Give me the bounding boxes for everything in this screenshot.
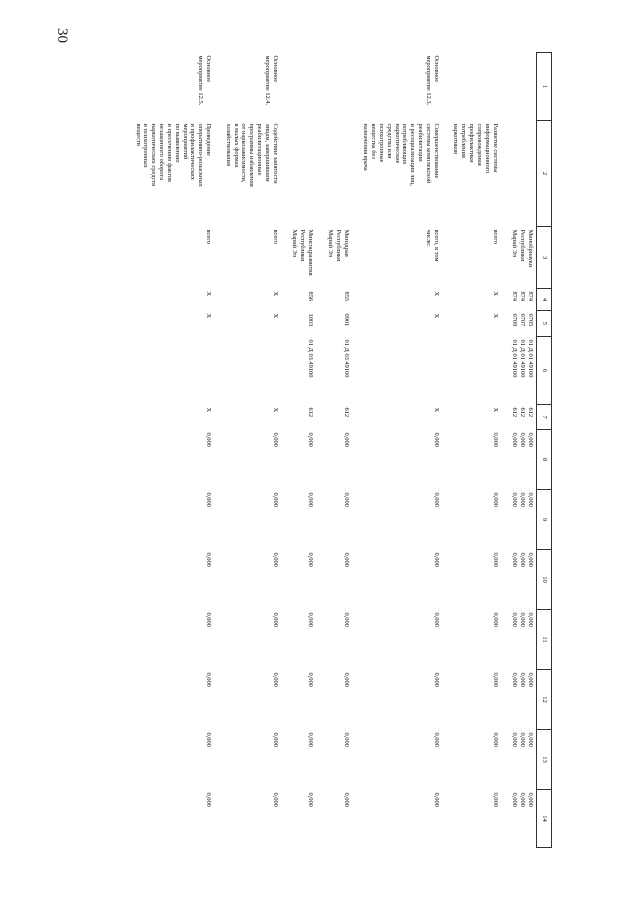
value-cell-year-12-line: 0,000 [432, 672, 440, 687]
grbs-cell-line: 874 [519, 291, 527, 302]
rzpr-cell [509, 311, 537, 337]
value-cell-year-10-line: 0,000 [519, 552, 527, 567]
executor-cell-line: числе: [424, 229, 432, 247]
value-cell-year-14-line: 0,000 [519, 792, 527, 807]
grbs-cell [509, 289, 537, 311]
value-cell-year-11-line: 0,000 [526, 612, 534, 627]
value-cell-year-8 [289, 430, 324, 490]
rzpr-cell-line: 0705 [526, 313, 534, 327]
csr-cell [450, 337, 509, 405]
event-name-cell-line: от наркозависимости, [240, 123, 248, 183]
event-name-cell-line: Совершенствование [432, 123, 440, 179]
value-cell-year-12-line: 0,000 [204, 672, 212, 687]
executor-cell [222, 227, 289, 289]
executor-cell-line: всего, в том [432, 229, 440, 262]
value-cell-year-14-line: 0,000 [307, 792, 315, 807]
value-cell-year-13 [450, 730, 509, 790]
table-row [360, 53, 450, 848]
csr-cell-line: 01 Д 01 49100 [519, 339, 527, 378]
value-cell-year-11-line: 0,000 [432, 612, 440, 627]
grbs-cell [450, 289, 509, 311]
column-header-8: 8 [536, 430, 551, 490]
value-cell-year-8 [360, 430, 450, 490]
csr-cell-line: 01 Д 03 49100 [307, 339, 315, 378]
vr-cell-line: 612 [519, 407, 527, 418]
vr-cell [450, 405, 509, 430]
rzpr-cell [324, 311, 359, 337]
value-cell-year-13-line: 0,000 [526, 732, 534, 747]
event-name-cell-line: хозяйствования [224, 123, 232, 166]
header-row [536, 53, 551, 848]
column-header-7: 7 [536, 405, 551, 430]
executor-cell [509, 227, 537, 289]
rzpr-cell-line: 0901 [342, 313, 350, 327]
event-name-cell-line: незаконного оборота [158, 123, 166, 181]
value-cell-year-12-line: 0,000 [342, 672, 350, 687]
value-cell-year-11-line: 0,000 [307, 612, 315, 627]
value-cell-year-11-line: 0,000 [511, 612, 519, 627]
vr-cell [509, 405, 537, 430]
event-number-cell-line: мероприятие 12.5. [197, 55, 205, 106]
rzpr-cell-line: X [271, 313, 279, 319]
vr-cell-line: X [271, 407, 279, 413]
event-name-cell-line: потребляющих [401, 123, 409, 165]
vr-cell [289, 405, 324, 430]
value-cell-year-9-line: 0,000 [342, 492, 350, 507]
value-cell-year-11 [132, 610, 222, 670]
value-cell-year-9-line: 0,000 [519, 492, 527, 507]
event-name-cell-line: системы комплексной [424, 123, 432, 184]
rzpr-cell-line: 1003 [307, 313, 315, 327]
value-cell-year-10-line: 0,000 [271, 552, 279, 567]
column-header-10: 10 [536, 550, 551, 610]
grbs-cell-line: X [432, 291, 440, 297]
table-row [324, 53, 359, 848]
event-name-cell [132, 121, 222, 227]
value-cell-year-13-line: 0,000 [342, 732, 350, 747]
event-name-cell [450, 121, 509, 227]
event-name-cell-line: оперативно-розыскных [197, 123, 205, 187]
value-cell-year-11 [289, 610, 324, 670]
vr-cell-line: X [491, 407, 499, 413]
value-cell-year-10-line: 0,000 [204, 552, 212, 567]
table-row [132, 53, 222, 848]
event-name-cell-line: по выявлению [173, 123, 181, 163]
value-cell-year-8-line: 0,000 [491, 432, 499, 447]
event-name-cell-line: наркотических средств [150, 123, 158, 187]
value-cell-year-9 [289, 490, 324, 550]
value-cell-year-12 [289, 670, 324, 730]
executor-cell [450, 227, 509, 289]
event-name-cell-line: мероприятий [181, 123, 189, 160]
value-cell-year-9-line: 0,000 [526, 492, 534, 507]
csr-cell-line: 01 Д 01 49100 [511, 339, 519, 378]
rzpr-cell-line: X [204, 313, 212, 319]
value-cell-year-9 [509, 490, 537, 550]
event-number-cell [509, 53, 537, 121]
value-cell-year-13 [509, 730, 537, 790]
grbs-cell [360, 289, 450, 311]
rzpr-cell-line: X [491, 313, 499, 319]
event-number-cell [360, 53, 450, 121]
value-cell-year-8-line: 0,000 [511, 432, 519, 447]
value-cell-year-13-line: 0,000 [204, 732, 212, 747]
value-cell-year-14 [324, 790, 359, 848]
event-name-cell-line: Содействие занятости [271, 123, 279, 184]
vr-cell [360, 405, 450, 430]
event-name-cell-line: вещества без [370, 123, 378, 159]
value-cell-year-14-line: 0,000 [511, 792, 519, 807]
value-cell-year-12 [222, 670, 289, 730]
value-cell-year-8 [509, 430, 537, 490]
value-cell-year-12 [132, 670, 222, 730]
column-header-14: 14 [536, 790, 551, 848]
table-row [450, 53, 509, 848]
rzpr-cell [289, 311, 324, 337]
event-number-cell-line: мероприятие 12.3. [424, 55, 432, 106]
value-cell-year-9 [324, 490, 359, 550]
vr-cell [324, 405, 359, 430]
value-cell-year-14 [132, 790, 222, 848]
csr-cell-line: 01 Д 01 49100 [526, 339, 534, 378]
grbs-cell-line: 874 [526, 291, 534, 302]
csr-cell [222, 337, 289, 405]
event-name-cell-line: и психотропных [142, 123, 150, 168]
event-name-cell-line: веществ [134, 123, 142, 146]
grbs-cell [289, 289, 324, 311]
value-cell-year-14 [289, 790, 324, 848]
value-cell-year-8-line: 0,000 [307, 432, 315, 447]
value-cell-year-10 [222, 550, 289, 610]
value-cell-year-13 [222, 730, 289, 790]
value-cell-year-14-line: 0,000 [342, 792, 350, 807]
grbs-cell-line: 855 [342, 291, 350, 302]
grbs-cell [222, 289, 289, 311]
vr-cell-line: 612 [511, 407, 519, 418]
value-cell-year-14 [450, 790, 509, 848]
executor-cell [289, 227, 324, 289]
value-cell-year-11-line: 0,000 [342, 612, 350, 627]
rzpr-cell [450, 311, 509, 337]
value-cell-year-8-line: 0,000 [526, 432, 534, 447]
value-cell-year-9 [360, 490, 450, 550]
executor-cell [132, 227, 222, 289]
value-cell-year-12-line: 0,000 [491, 672, 499, 687]
event-name-cell [360, 121, 450, 227]
value-cell-year-13-line: 0,000 [519, 732, 527, 747]
rzpr-cell-line: 0707 [519, 313, 527, 327]
event-name-cell-line: и ресоциализации лиц, [409, 123, 417, 186]
rzpr-cell [132, 311, 222, 337]
value-cell-year-11 [450, 610, 509, 670]
event-name-cell-line: Проведение [204, 123, 212, 157]
vr-cell [222, 405, 289, 430]
value-cell-year-10-line: 0,000 [307, 552, 315, 567]
value-cell-year-10-line: 0,000 [526, 552, 534, 567]
executor-cell-line: Марий Эл [291, 229, 299, 257]
csr-cell-line: 01 Д 03 49100 [342, 339, 350, 378]
value-cell-year-14 [222, 790, 289, 848]
value-cell-year-11-line: 0,000 [204, 612, 212, 627]
value-cell-year-8 [132, 430, 222, 490]
executor-cell-line: Марий Эл [511, 229, 519, 257]
event-name-cell-line: информационного [483, 123, 491, 174]
column-header-13: 13 [536, 730, 551, 790]
executor-cell-line: Минсоцразвития [307, 229, 315, 276]
executor-cell-line: всего [271, 229, 279, 244]
event-number-cell-line: Основное [271, 55, 279, 83]
event-number-cell [222, 53, 289, 121]
value-cell-year-13 [360, 730, 450, 790]
value-cell-year-12-line: 0,000 [526, 672, 534, 687]
value-cell-year-9-line: 0,000 [432, 492, 440, 507]
executor-cell [324, 227, 359, 289]
value-cell-year-10-line: 0,000 [511, 552, 519, 567]
event-name-cell [289, 121, 324, 227]
value-cell-year-8 [450, 430, 509, 490]
event-name-cell-line: наркотические [393, 123, 401, 164]
event-name-cell-line: сопровождения [475, 123, 483, 166]
executor-cell-line: Республики [519, 229, 527, 262]
value-cell-year-13 [324, 730, 359, 790]
event-name-cell-line: Развитие системы [491, 123, 499, 173]
value-cell-year-13-line: 0,000 [307, 732, 315, 747]
event-number-cell [450, 53, 509, 121]
value-cell-year-10 [289, 550, 324, 610]
value-cell-year-11 [360, 610, 450, 670]
column-header-1: 1 [536, 53, 551, 121]
value-cell-year-11-line: 0,000 [491, 612, 499, 627]
event-name-cell [222, 121, 289, 227]
value-cell-year-12 [360, 670, 450, 730]
executor-cell [360, 227, 450, 289]
value-cell-year-12-line: 0,000 [511, 672, 519, 687]
table-row [509, 53, 537, 848]
table-row [289, 53, 324, 848]
value-cell-year-12 [450, 670, 509, 730]
vr-cell-line: X [204, 407, 212, 413]
value-cell-year-12-line: 0,000 [519, 672, 527, 687]
value-cell-year-9-line: 0,000 [491, 492, 499, 507]
event-number-cell-line: мероприятие 12.4. [263, 55, 271, 106]
value-cell-year-14-line: 0,000 [432, 792, 440, 807]
event-name-cell-line: программы избавления [248, 123, 256, 187]
vr-cell-line: 612 [342, 407, 350, 418]
grbs-cell-line: 874 [511, 291, 519, 302]
value-cell-year-14-line: 0,000 [526, 792, 534, 807]
value-cell-year-10-line: 0,000 [432, 552, 440, 567]
vr-cell-line: 612 [307, 407, 315, 418]
event-name-cell-line: реабилитации [417, 123, 425, 162]
value-cell-year-12-line: 0,000 [271, 672, 279, 687]
value-cell-year-10 [450, 550, 509, 610]
value-cell-year-8-line: 0,000 [519, 432, 527, 447]
grbs-cell [324, 289, 359, 311]
rzpr-cell-line: 0709 [511, 313, 519, 327]
value-cell-year-13-line: 0,000 [511, 732, 519, 747]
event-name-cell [324, 121, 359, 227]
event-name-cell [509, 121, 537, 227]
value-cell-year-8-line: 0,000 [204, 432, 212, 447]
value-cell-year-13-line: 0,000 [491, 732, 499, 747]
value-cell-year-14-line: 0,000 [271, 792, 279, 807]
value-cell-year-9-line: 0,000 [307, 492, 315, 507]
event-name-cell-line: средства или [385, 123, 393, 159]
page-number: 30 [54, 28, 70, 43]
column-header-9: 9 [536, 490, 551, 550]
event-name-cell-line: психотропные [377, 123, 385, 163]
vr-cell-line: X [432, 407, 440, 413]
table-row [222, 53, 289, 848]
column-header-5: 5 [536, 311, 551, 337]
value-cell-year-11-line: 0,000 [519, 612, 527, 627]
csr-cell [289, 337, 324, 405]
value-cell-year-10 [132, 550, 222, 610]
value-cell-year-12-line: 0,000 [307, 672, 315, 687]
event-name-cell-line: лицам, завершившим [263, 123, 271, 182]
rzpr-cell [222, 311, 289, 337]
column-header-11: 11 [536, 610, 551, 670]
value-cell-year-8-line: 0,000 [342, 432, 350, 447]
value-cell-year-9 [450, 490, 509, 550]
value-cell-year-9-line: 0,000 [271, 492, 279, 507]
value-cell-year-13-line: 0,000 [432, 732, 440, 747]
event-name-cell-line: профилактики [468, 123, 476, 163]
value-cell-year-8 [324, 430, 359, 490]
event-name-cell-line: в малых формах [232, 123, 240, 168]
value-cell-year-8-line: 0,000 [432, 432, 440, 447]
value-cell-year-11 [222, 610, 289, 670]
executor-cell-line: Минобрнауки [526, 229, 534, 268]
value-cell-year-14-line: 0,000 [204, 792, 212, 807]
vr-cell-line: 612 [526, 407, 534, 418]
column-header-6: 6 [536, 337, 551, 405]
value-cell-year-12 [509, 670, 537, 730]
column-header-3: 3 [536, 227, 551, 289]
event-number-cell [289, 53, 324, 121]
grbs-cell-line: X [271, 291, 279, 297]
executor-cell-line: Минздрав [342, 229, 350, 257]
event-number-cell-line: Основное [204, 55, 212, 83]
grbs-cell [132, 289, 222, 311]
event-number-cell-line: Основное [432, 55, 440, 83]
value-cell-year-9-line: 0,000 [511, 492, 519, 507]
grbs-cell-line: X [491, 291, 499, 297]
value-cell-year-11 [324, 610, 359, 670]
value-cell-year-13-line: 0,000 [271, 732, 279, 747]
event-name-cell-line: наркотиков [452, 123, 460, 155]
value-cell-year-9 [132, 490, 222, 550]
value-cell-year-14 [509, 790, 537, 848]
value-cell-year-11-line: 0,000 [271, 612, 279, 627]
executor-cell-line: всего [491, 229, 499, 244]
csr-cell [360, 337, 450, 405]
executor-cell-line: Марий Эл [326, 229, 334, 257]
event-name-cell-line: и пресечению фактов [165, 123, 173, 182]
value-cell-year-9 [222, 490, 289, 550]
value-cell-year-10-line: 0,000 [491, 552, 499, 567]
rzpr-cell-line: X [432, 313, 440, 319]
column-header-2: 2 [536, 121, 551, 227]
value-cell-year-10 [324, 550, 359, 610]
grbs-cell-line: X [204, 291, 212, 297]
executor-cell-line: всего [204, 229, 212, 244]
budget-table [132, 52, 552, 848]
value-cell-year-13 [289, 730, 324, 790]
value-cell-year-8 [222, 430, 289, 490]
value-cell-year-13 [132, 730, 222, 790]
value-cell-year-14-line: 0,000 [491, 792, 499, 807]
value-cell-year-12 [324, 670, 359, 730]
grbs-cell-line: 856 [307, 291, 315, 302]
table-body [132, 53, 537, 848]
column-header-12: 12 [536, 670, 551, 730]
event-name-cell-line: и профилактических [189, 123, 197, 180]
value-cell-year-10-line: 0,000 [342, 552, 350, 567]
csr-cell [132, 337, 222, 405]
event-number-cell [324, 53, 359, 121]
event-name-cell-line: потребления [460, 123, 468, 158]
value-cell-year-9-line: 0,000 [204, 492, 212, 507]
rzpr-cell [360, 311, 450, 337]
value-cell-year-14 [360, 790, 450, 848]
value-cell-year-11 [509, 610, 537, 670]
value-cell-year-8-line: 0,000 [271, 432, 279, 447]
value-cell-year-10 [509, 550, 537, 610]
column-header-4: 4 [536, 289, 551, 311]
vr-cell [132, 405, 222, 430]
event-name-cell-line: реабилитационные [256, 123, 264, 176]
csr-cell [509, 337, 537, 405]
value-cell-year-10 [360, 550, 450, 610]
budget-table-frame [0, 52, 552, 847]
executor-cell-line: Республики [299, 229, 307, 262]
event-number-cell [132, 53, 222, 121]
event-name-cell-line: назначения врача [362, 123, 370, 171]
executor-cell-line: Республики [334, 229, 342, 262]
csr-cell [324, 337, 359, 405]
